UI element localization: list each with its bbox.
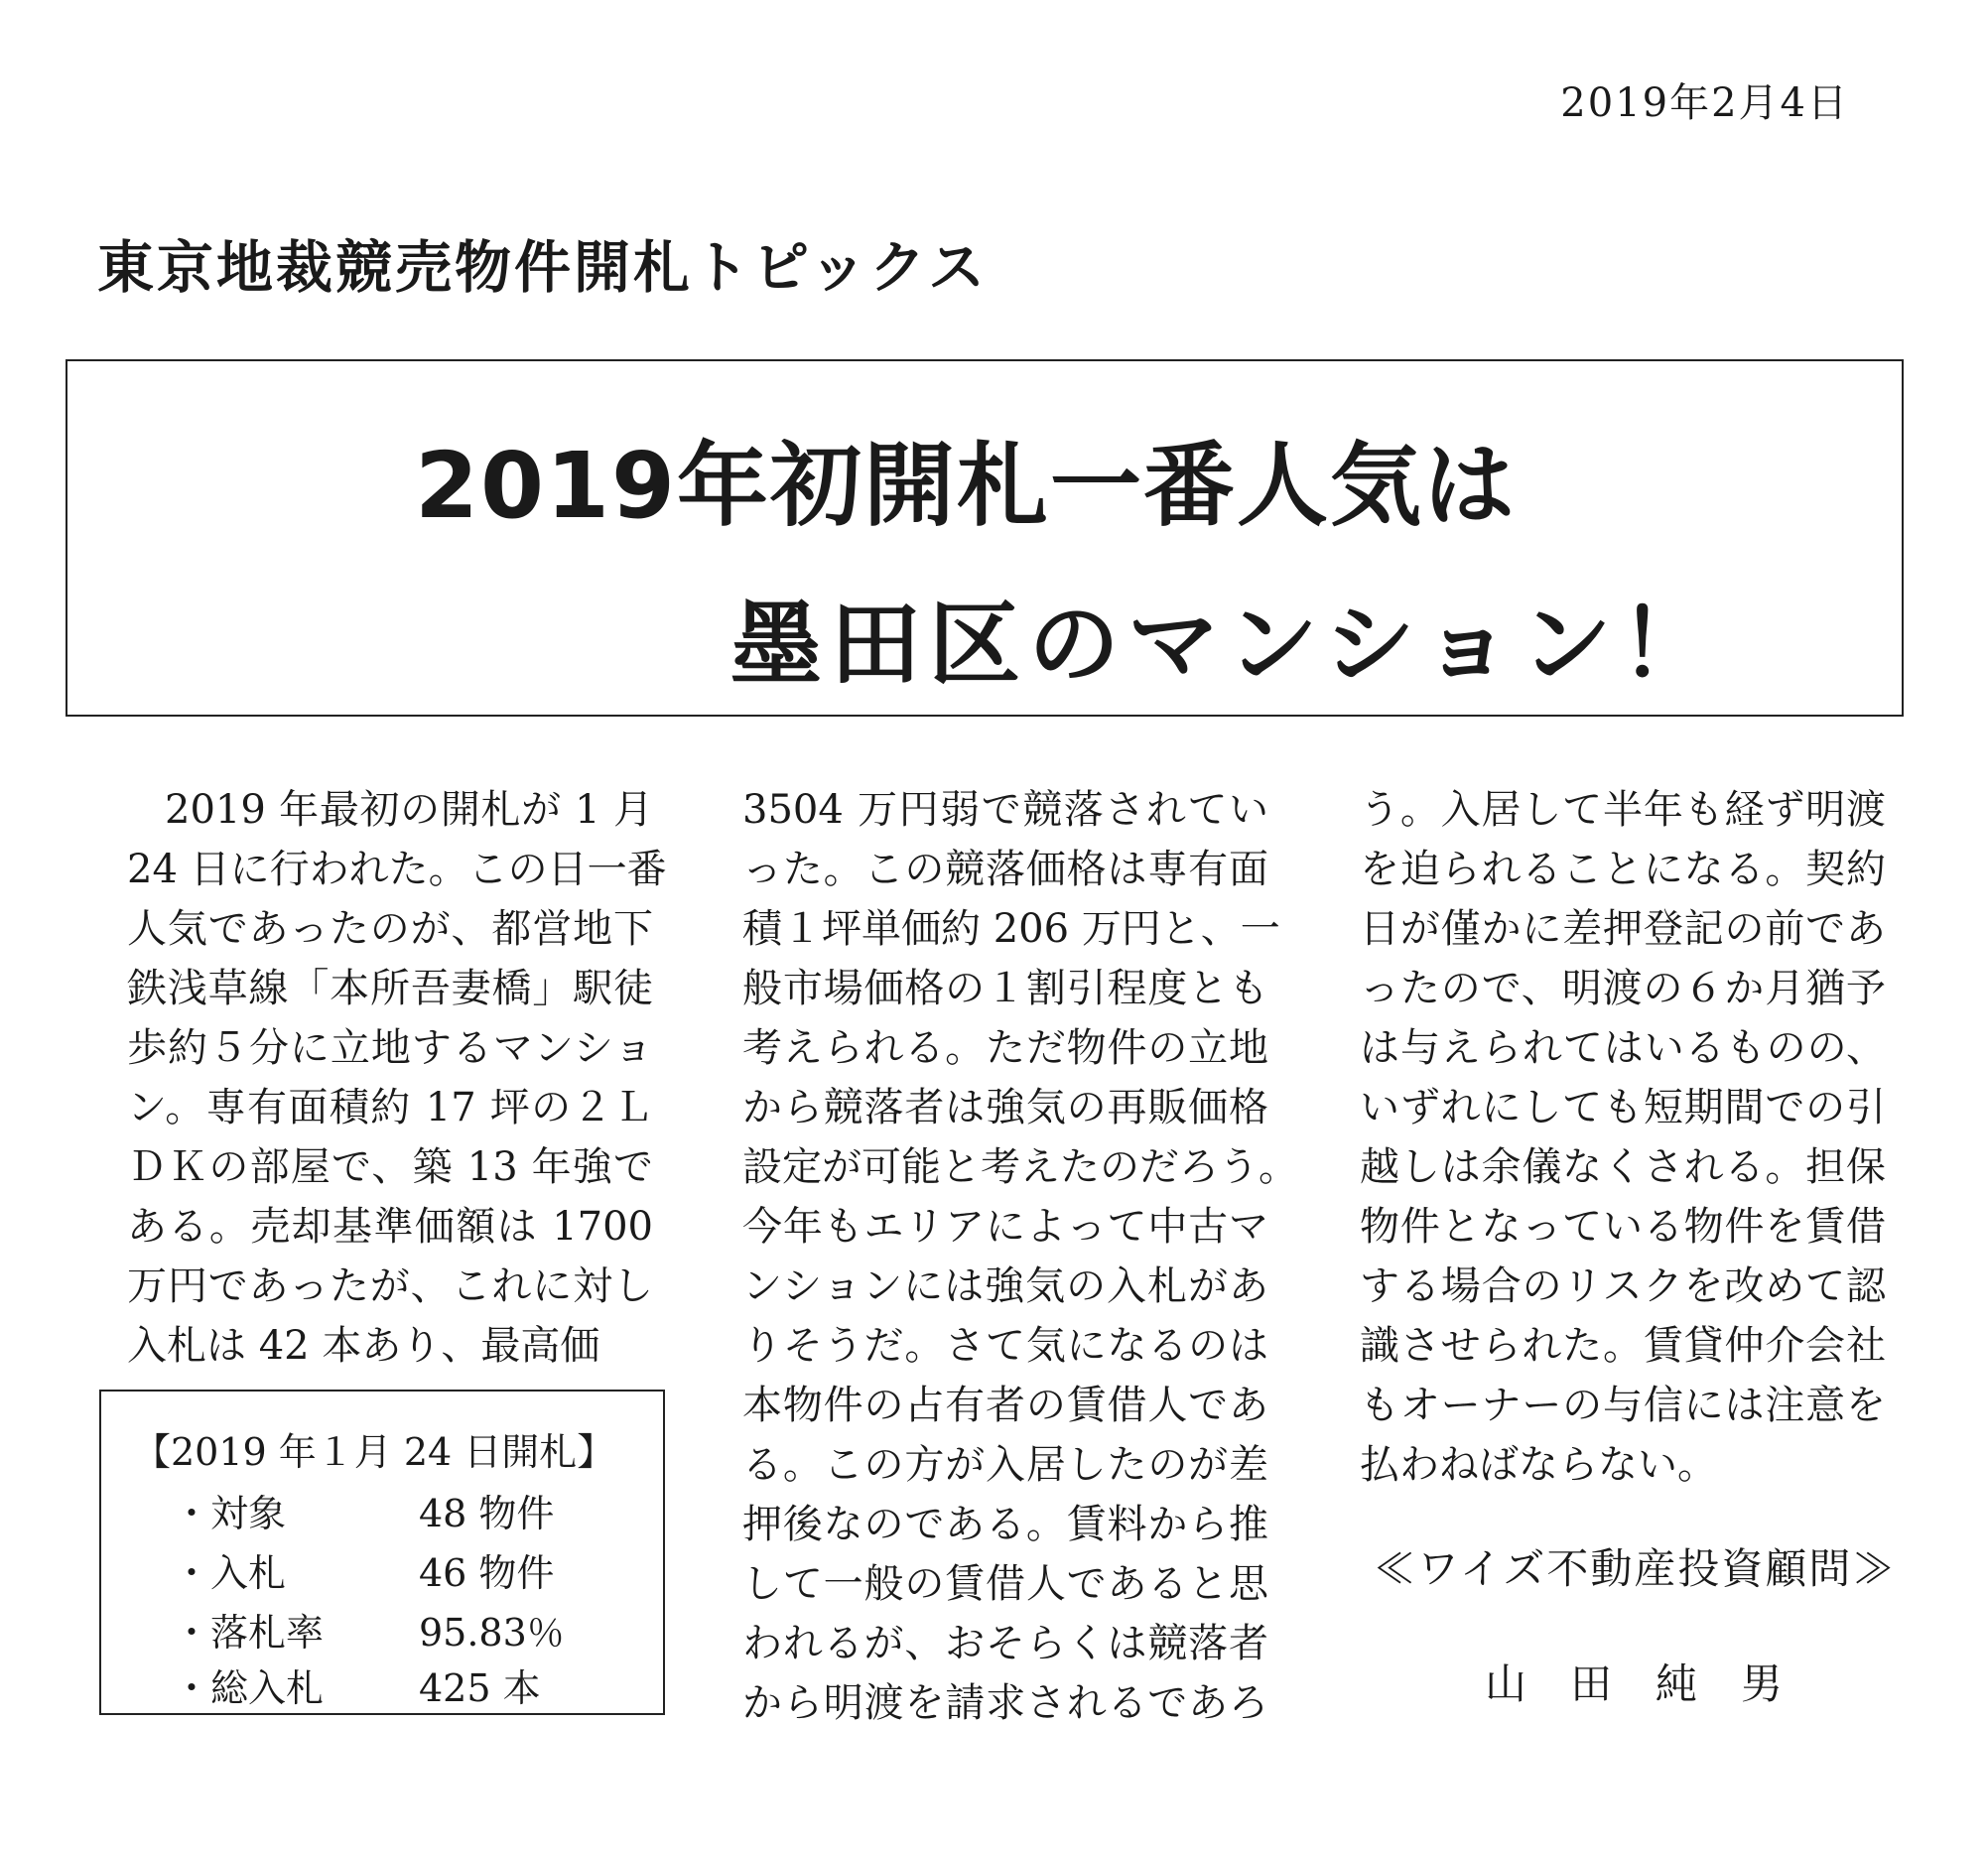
text-line: ＤＫの部屋で、築 13 年強で [127, 1144, 653, 1190]
headline-line-1: 2019年初開札一番人気は [415, 433, 1518, 539]
text-line: 今年もエリアによって中古マ [742, 1204, 1268, 1250]
text-line: ったので、明渡の６か月猶予 [1360, 966, 1886, 1011]
text-line: もオーナーの与信には注意を [1360, 1383, 1886, 1428]
text-line: ン。専有面積約 17 坪の２Ｌ [127, 1085, 653, 1130]
text-line: 鉄浅草線「本所吾妻橋」駅徒 [127, 966, 653, 1011]
text-line: して一般の賃借人であると思 [742, 1561, 1268, 1607]
text-line: った。この競落価格は専有面 [742, 847, 1268, 892]
text-line: 般市場価格の１割引程度とも [742, 966, 1268, 1011]
text-line: われるが、おそらくは競落者 [742, 1621, 1268, 1666]
stats-row-total [173, 1658, 541, 1712]
headline-line-2: 墨田区のマンション！ [730, 592, 1719, 698]
stats-label: ・落札率 [173, 1611, 325, 1655]
auction-stats-box [99, 1390, 665, 1715]
article-column-2 [742, 780, 1298, 1733]
text-line: 人気であったのが、都営地下 [127, 906, 653, 952]
text-line: ンションには強気の入札があ [742, 1263, 1268, 1309]
text-line: 2019 年最初の開札が 1 月 [165, 787, 653, 833]
text-line: 歩約５分に立地するマンショ [127, 1025, 653, 1071]
text-line: 識させられた。賃貸仲介会社 [1360, 1323, 1886, 1369]
stats-value: 95.83％ [419, 1611, 565, 1655]
section-title: 東京地裁競売物件開札トピックス [97, 235, 989, 301]
stats-label: ・対象 [173, 1492, 287, 1535]
text-line: 日が僅かに差押登記の前であ [1360, 906, 1886, 952]
article-column-3 [1360, 780, 1886, 1495]
author-firm: ≪ワイズ不動産投資顧問≫ [1374, 1544, 1897, 1593]
text-line: する場合のリスクを改めて認 [1360, 1263, 1886, 1309]
text-line: から明渡を請求されるであろ [742, 1680, 1268, 1726]
stats-value: 425 本 [419, 1666, 541, 1710]
text-line: 押後なのである。賃料から推 [742, 1502, 1268, 1547]
stats-row-rate [173, 1602, 565, 1657]
text-line: 24 日に行われた。この日一番 [127, 847, 667, 892]
text-line: 払わねばならない。 [1360, 1442, 1717, 1488]
stats-row-target [173, 1483, 554, 1537]
headline-box [66, 359, 1904, 717]
text-line: りそうだ。さて気になるのは [742, 1323, 1268, 1369]
stats-value: 46 物件 [419, 1551, 555, 1595]
text-line: 入札は 42 本あり、最高価 [127, 1323, 600, 1369]
stats-row-bids [173, 1542, 554, 1597]
text-line: 本物件の占有者の賃借人であ [742, 1383, 1268, 1428]
text-line: 3504 万円弱で競落されてい [742, 787, 1268, 833]
text-line: から競落者は強気の再販価格 [742, 1085, 1268, 1130]
text-line: う。入居して半年も経ず明渡 [1360, 787, 1886, 833]
article-column-1 [127, 780, 667, 1376]
text-line: を迫られることになる。契約 [1360, 847, 1886, 892]
stats-label: ・入札 [173, 1551, 287, 1595]
text-line: いずれにしても短期間での引 [1360, 1085, 1886, 1130]
text-line: 積１坪単価約 206 万円と、一 [742, 906, 1280, 952]
stats-value: 48 物件 [419, 1492, 555, 1535]
stats-label: ・総入札 [173, 1666, 325, 1710]
text-line: る。この方が入居したのが差 [742, 1442, 1268, 1488]
text-line: は与えられてはいるものの、 [1360, 1025, 1886, 1071]
text-line: ある。売却基準価額は 1700 [127, 1204, 653, 1250]
text-line: 考えられる。ただ物件の立地 [742, 1025, 1268, 1071]
author-name: 山田純男 [1485, 1659, 1827, 1708]
text-line: 物件となっている物件を賃借 [1360, 1204, 1886, 1250]
publication-date: 2019年2月4日 [1560, 80, 1849, 126]
text-line: 越しは余儀なくされる。担保 [1360, 1144, 1886, 1190]
stats-title: 【2019 年１月 24 日開札】 [133, 1430, 615, 1474]
text-line: 万円であったが、これに対し [127, 1263, 653, 1309]
text-line: 設定が可能と考えたのだろう。 [742, 1144, 1298, 1190]
